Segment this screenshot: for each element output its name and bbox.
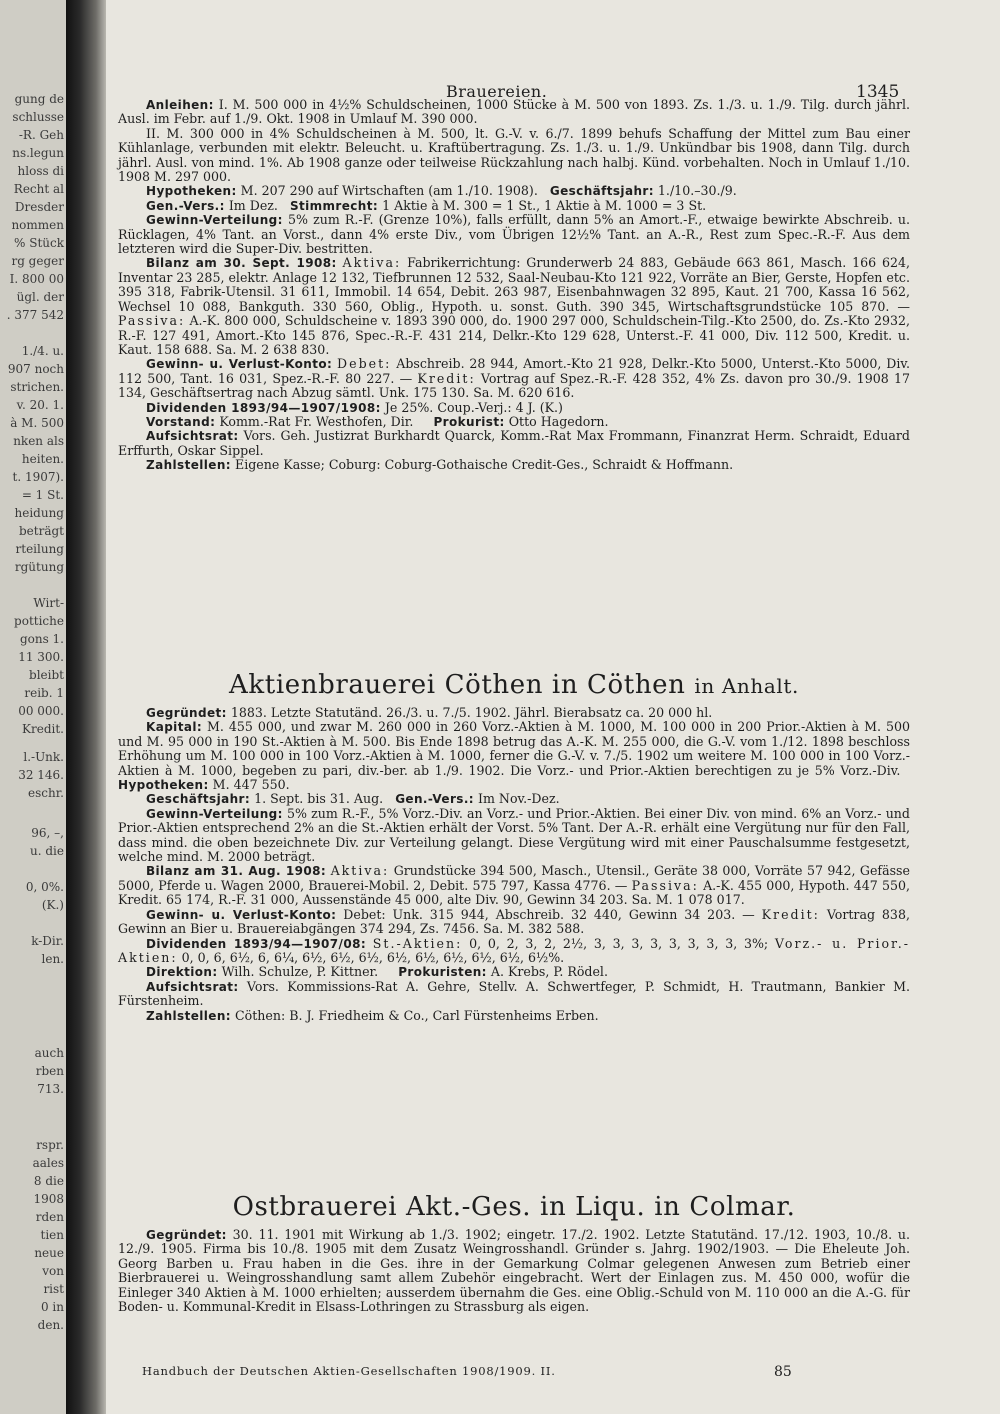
left-page-text-fragment: heiten. [21,452,64,466]
left-page-text-fragment: neue [34,1246,64,1260]
field-subkey: Passiva: [118,313,186,329]
field-text: 1./10.–30./9. [657,183,737,199]
left-page-text-fragment: ns.legun [12,146,64,160]
left-page-text-fragment: 32 146. [18,768,64,782]
company-place: in Anhalt. [694,674,799,698]
left-page-text-fragment: eschr. [28,786,64,800]
left-page-text-fragment: von [42,1264,64,1278]
field-key: Zahlstellen: [146,1008,231,1023]
running-head: Brauereien. [446,82,548,101]
field-subkey: Kredit: [761,906,820,922]
field-text: Vortrag auf Spez.-R.-F. 428 352, 4% Zs. davon pro 30./9. 1908 17 134, Geschäftsertrag nach Abzug sämtl. Unk. 175 130. Sa. M. 620 616. [118,370,910,401]
left-page-text-fragment: 0, 0%. [25,880,64,894]
company-name: Aktienbrauerei Cöthen in Cöthen [229,670,686,700]
field-key: Gegründet: [146,706,227,720]
field-key: Aufsichtsrat: [146,979,239,994]
field-key: Kapital: [146,720,203,735]
left-page-text-fragment: Recht al [13,182,64,196]
page-number: 1345 [856,82,900,102]
left-page-text-fragment: aales [32,1156,64,1170]
field-key: Dividenden 1893/94—1907/08: [146,936,367,951]
field-text: 5% zum R.-F., 5% Vorz.-Div. an Vorz.- und Prior.-Aktien. Bei einer Div. von mind. 6% an Vorz.- und Prior.-Aktien entsprechend 2% an die St.-Aktien erhält der Vorst. 5% Tant. Der A.-R. erhält eine Vergütung nur für den Fall, dass mind. die oben bezeichnete Div. zur Verteilung gelangt. Diese Vergütung wird mit einer Pauschalsumme festgesetzt, welche mind. M. 2000 beträgt. [118,805,910,865]
field-subkey: Passiva: [631,877,699,893]
field-subkey: St.-Aktien: [372,935,463,951]
company-heading: Ostbrauerei Akt.-Ges. in Liqu. in Colmar. [232,1192,796,1222]
field-key: Gewinn- u. Verlust-Konto: [146,907,337,922]
field-subkey: Debet: [337,356,392,372]
left-page-text-fragment: bleibt [29,668,64,682]
section-title-block [118,1192,910,1222]
left-page-text-fragment: rteilung [15,542,64,556]
field-key: Vorstand: [146,414,216,429]
left-page-text-fragment: Dresder [14,200,64,214]
field-key: Gewinn-Verteilung: [146,806,283,821]
left-page-text-fragment: beträgt [19,524,64,538]
left-page-text-fragment: 1908 [33,1192,64,1206]
field-text: Eigene Kasse; Coburg: Coburg-Gothaische Credit-Ges., Schraidt & Hoffmann. [235,457,734,473]
left-page-text-fragment: % Stück [14,236,64,250]
field-subkey: Aktiva: [330,863,390,879]
left-page-text-fragment: rist [43,1282,64,1296]
left-page-text-fragment: rben [35,1064,64,1078]
company-entry [118,706,910,1023]
book-page [106,0,1000,1414]
left-page-text-fragment: len. [41,952,64,966]
field-key: Dividenden 1893/94—1907/1908: [146,400,381,415]
field-text: 5% zum R.-F. (Grenze 10%), falls erfüllt, dann 5% an Amort.-F., etwaige bewirkte Abschreib. u. Rücklagen, 4% Tant. an Vorst., dann 4% erste Div., vom Übrigen 12½% Tant. an A.-R., Rest zum Spec.-R.-F. Aus dem letzteren wird die Super-Div. bestritten. [118,212,910,257]
left-page-text-fragment: 713. [37,1082,64,1096]
left-page-text-fragment: gons 1. [19,632,64,646]
field-text: I. M. 500 000 in 4½% Schuldscheinen, 1000 Stücke à M. 500 von 1893. Zs. 1./3. u. 1./9. Tilg. durch jährl. Ausl. im Febr. auf 1./9. Okt. 1908 in Umlauf M. 390 000. [118,97,910,127]
field-key: Gegründet: [146,1228,227,1242]
left-page-text-fragment: tien [40,1228,64,1242]
left-page-text-fragment: u. die [30,844,64,858]
field-subkey: Kredit: [417,370,476,386]
left-page-text-fragment: 8 die [33,1174,64,1188]
field-text: 0, 0, 2, 3, 2, 2½, 3, 3, 3, 3, 3, 3, 3, 3, 3%; [469,935,769,951]
left-page-text-fragment: 11 300. [18,650,64,664]
field-key: Hypotheken: [146,184,237,199]
field-key: Direktion: [146,965,218,980]
field-subkey: Vorz.- u. Prior.-Aktien: [118,935,910,965]
field-text: A. Krebs, P. Rödel. [490,964,608,980]
left-page-text-fragment: reib. 1 [24,686,64,700]
field-text: Im Dez. [228,197,278,213]
field-key: Geschäftsjahr: [146,792,251,807]
field-text: Abschreib. 28 944, Amort.-Kto 21 928, Delkr.-Kto 5000, Unterst.-Kto 5000, Div. 112 500, Tant. 16 031, Spez.-R.-F. 80 227. — [118,356,910,386]
field-key: Gewinn- u. Verlust-Konto: [146,357,333,372]
field-text: Debet: Unk. 315 944, Abschreib. 32 440, Gewinn 34 203. — [343,906,755,922]
section-continuation [118,98,910,473]
left-page-text-fragment: = 1 St. [21,488,64,502]
field-key: Aufsichtsrat: [146,429,239,444]
field-text: M. 455 000, und zwar M. 260 000 in 260 Vorz.-Aktien à M. 1000, M. 100 000 in 200 Prior.-Aktien à M. 500 und M. 95 000 in 190 St.-Aktien à M. 500. Bis Ende 1898 betrug das A.-K. M. 255 000, die G.-V. vom 1./12. 1898 beschloss Erhöhung um M. 100 000 in 100 Vorz.-Aktien à M. 1000, ferner die G.-V. v. 7./5. 1902 um weitere M. 100 000 in 100 Vorz.-Aktien à M. 1000, begeben zu pari, div.-ber. ab 1./9. 1902. Die Vorz.- und Prior.-Aktien berechtigen zu je 5% Vorz.-Div. [118,719,910,778]
left-page-text-fragment: v. 20. 1. [16,398,64,412]
left-page-text-fragment: pottiche [14,614,64,628]
left-page-text-fragment: gung de [14,92,64,106]
left-page-text-fragment: nken als [13,434,64,448]
footer-sheet-number: 85 [774,1364,792,1380]
field-key: Prokuristen: [398,965,487,980]
field-text: 1 Aktie à M. 300 = 1 St., 1 Aktie à M. 1000 = 3 St. [382,197,707,213]
left-page-text-fragment: hloss di [17,164,64,178]
left-page-text-fragment: heidung [14,506,64,520]
field-key: Geschäftsjahr: [549,184,654,199]
field-text: II. M. 300 000 in 4% Schuldscheinen à M. 500, lt. G.-V. v. 6./7. 1899 behufs Schaffung der Mittel zum Bau einer Kühlanlage, verbunden mit elektr. Beleucht. u. Kraftübertragung. Zs. 1./3. u. 1./9. Unkündbar bis 1908, dann Tilg. durch jährl. Ausl. von mind. 1%. Ab 1908 ganze oder teilweise Rückzahlung nach halbj. Künd. vorbehalten. Noch in Umlauf 1./10. 1908 M. 297 000. [118,125,910,185]
field-key: Prokurist: [433,414,505,429]
field-text: A.-K. 455 000, Hypoth. 447 550, Kredit. 65 174, R.-F. 31 000, Aussenstände 45 000, alte Div. 90, Gewinn 34 203. Sa. M. 1 078 017. [118,877,910,908]
field-key: Bilanz am 30. Sept. 1908: [146,256,337,271]
field-text: Im Nov.-Dez. [478,791,560,807]
field-text: M. 207 290 auf Wirtschaften (am 1./10. 1908). [240,183,538,199]
field-text: A.-K. 800 000, Schuldscheine v. 1893 390 000, do. 1900 297 000, Schuldschein-Tilg.-Kto 2500, do. Zs.-Kto 2932, R.-F. 127 491, Amort.-Kto 145 876, Spec.-R.-F. 431 214, Delkr.-Kto 129 628, Unterst.-F. 41 000, Div. 112 500, Kredit. u. Kaut. 158 688. Sa. M. 2 638 830. [118,313,910,357]
left-page-text-fragment: rden [35,1210,64,1224]
field-text: Vors. Kommissions-Rat A. Gehre, Stellv. A. Schwertfeger, P. Schmidt, H. Trautmann, Bankier M. Fürstenheim. [118,978,910,1009]
field-key: Bilanz am 31. Aug. 1908: [146,864,327,879]
left-page-text-fragment: I. 800 00 [9,272,64,286]
field-key: Stimmrecht: [289,198,379,213]
field-key: Gen.-Vers.: [146,198,225,213]
left-page-text-fragment: 00 000. [18,704,64,718]
left-page-text-fragment: à M. 500 [10,416,64,430]
field-text: Fabrikerrichtung: Grunderwerb 24 883, Gebäude 663 861, Masch. 166 624, Inventar 23 285, elektr. Anlage 12 132, Tiefbrunnen 12 532, Saal-Neubau-Kto 121 922, Vorräte an Bier, Gerste, Hopfen etc. 395 318, Fabrik-Utensil. 31 611, Immobil. 14 654, Debit. 263 987, Eisenbahnwagen 32 895, Kaut. 21 700, Kassa 16 562, Wechsel 10 088, Bankguth. 330 560, Oblig., Hypoth. u. sonst. Guth. 390 345, Wirtschaftsgrundstücke 105 870. — [118,255,910,314]
field-text: Wilh. Schulze, P. Kittner. [221,964,379,980]
left-page-text-fragment: 907 noch [7,362,64,376]
field-key: Gen.-Vers.: [395,792,474,807]
field-text: Vors. Geh. Justizrat Burkhardt Quarck, Komm.-Rat Max Frommann, Finanzrat Herm. Schraidt, Eduard Erffurth, Oskar Sippel. [118,428,910,458]
field-text: Vortrag 838, Gewinn an Bier u. Brauereiabgängen 374 294, Zs. 7456. Sa. M. 382 588. [118,906,910,937]
left-page-text-fragment: k-Dir. [31,934,64,948]
left-page-text-fragment: ügl. der [16,290,64,304]
left-page-text-fragment: rgütung [14,560,64,574]
field-key: Zahlstellen: [146,458,231,473]
field-text: Grundstücke 394 500, Masch., Utensil., Geräte 38 000, Vorräte 57 942, Gefässe 5000, Pferde u. Wagen 2000, Brauerei-Mobil. 2, Debit. 575 797, Kassa 4776. — [118,863,910,893]
footer-source: Handbuch der Deutschen Aktien-Gesellschaften 1908/1909. II. [142,1364,556,1378]
company-entry [118,1228,910,1314]
left-page-text-fragment: Wirt- [33,596,64,610]
field-key: Anleihen: [146,98,214,112]
left-page-text-fragment: rspr. [36,1138,64,1152]
field-text: M. 447 550. [212,777,290,793]
field-text: Komm.-Rat Fr. Westhofen, Dir. [219,413,414,429]
left-page-text-fragment: t. 1907). [12,470,64,484]
left-page-text-fragment: -R. Geh [18,128,64,142]
book-gutter [66,0,106,1414]
left-page-text-fragment: . 377 542 [6,308,64,322]
field-text: 0, 0, 6, 6½, 6, 6¼, 6½, 6½, 6½, 6½, 6½, 6½, 6½, 6½, 6½%. [181,949,565,965]
left-page-text-fragment: strichen. [10,380,64,394]
left-page-text-fragment: l.-Unk. [23,750,64,764]
left-page-text-fragment: auch [34,1046,64,1060]
field-key: Gewinn-Verteilung: [146,213,283,228]
left-page-text-fragment: (K.) [41,898,64,912]
company-heading [118,670,910,701]
section-title-block [118,670,910,701]
left-page-text-fragment: schlusse [12,110,64,124]
field-text: Cöthen: B. J. Friedheim & Co., Carl Fürstenheims Erben. [235,1007,599,1023]
field-text: 1883. Letzte Statutänd. 26./3. u. 7./5. 1902. Jährl. Bierabsatz ca. 20 000 hl. [230,705,713,720]
left-page-fragment [0,0,66,1414]
field-text: 1. Sept. bis 31. Aug. [254,791,384,807]
field-key: Hypotheken: [118,778,209,793]
left-page-text-fragment: rg geger [11,254,64,268]
field-text: 30. 11. 1901 mit Wirkung ab 1./3. 1902; eingetr. 17./2. 1902. Letzte Statutänd. 17./12. 1903, 10./8. u. 12./9. 1905. Firma bis 10./8. 1905 mit dem Zusatz Weingrosshandl. Gründer s. Jahrg. 1902/1903. — Die Eheleute Joh. Georg Barben u. Frau haben in die Ges. ihre in der Gemarkung Colmar gelegenen Anwesen zum Betrieb einer Bierbrauerei u. Weingrosshandlung samt allem Zubehör eingebracht. Wert der Einlagen zus. M. 450 000, wofür die Einleger 340 Aktien à M. 1000 erhielten; ausserdem übernahm die Ges. eine Oblig.-Schuld von M. 110 000 an die A.-G. für Boden- u. Kommunal-Kredit in Elsass-Lothringen zu Strassburg als eigen. [118,1227,910,1315]
field-subkey: Aktiva: [342,255,402,271]
left-page-text-fragment: 1./4. u. [21,344,64,358]
left-page-text-fragment: nommen [11,218,64,232]
left-page-text-fragment: 0 in [40,1300,64,1314]
left-page-text-fragment: 96, –, [31,826,64,840]
left-page-text-fragment: Kredit. [22,722,64,736]
field-text: Otto Hagedorn. [508,413,609,429]
left-page-text-fragment: den. [37,1318,64,1332]
field-text: Je 25%. Coup.-Verj.: 4 J. (K.) [384,399,563,415]
